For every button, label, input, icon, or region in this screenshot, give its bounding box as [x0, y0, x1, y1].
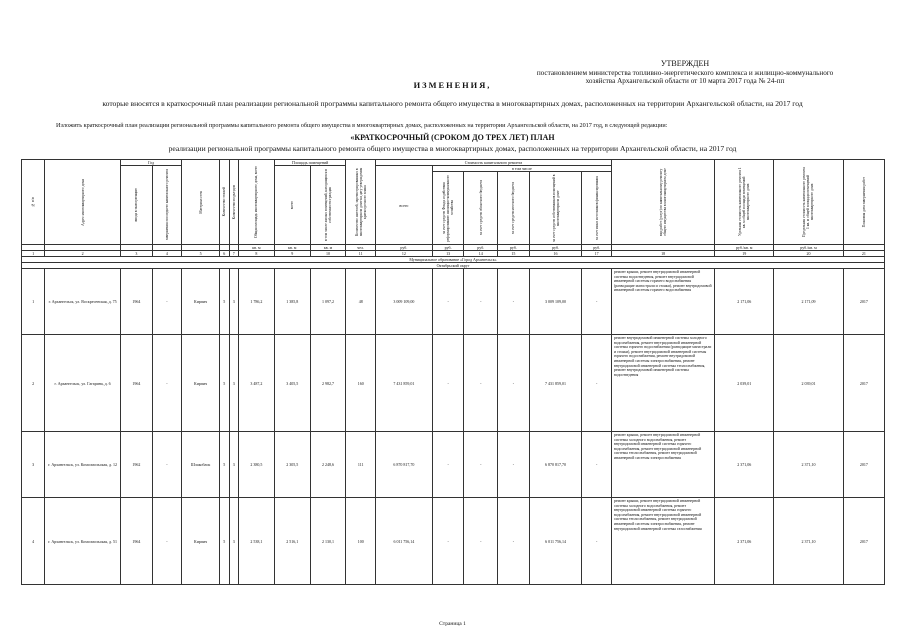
- cell-owners: 6 870 817,70: [529, 432, 582, 498]
- unit-cell: руб./кв. м: [774, 245, 844, 251]
- unit-cell: чел.: [346, 245, 376, 251]
- column-number-cell: 21: [843, 251, 884, 257]
- header-residents: Количество жителей, зарегистрированных в многоквартирном доме на дату утверждения краткосрочного плана: [354, 167, 367, 237]
- header-limit-cost: Предельная стоимость капитального ремонта 1 кв. м общей площади помещений многоквартирного дома: [802, 167, 815, 237]
- cell-total: 2 538,1: [239, 498, 275, 585]
- cell-living: 2 248,6: [310, 432, 346, 498]
- cell-unit: 2 171,06: [715, 269, 774, 335]
- header-cost-total: всего: [375, 166, 432, 245]
- table-row: [22, 498, 885, 585]
- plan-table: [21, 159, 885, 585]
- approval-heading: УТВЕРЖДЕН: [660, 59, 710, 68]
- unit-cell: кв. м: [274, 245, 310, 251]
- column-number-cell: 3: [121, 251, 153, 257]
- cell-n: 2: [22, 335, 45, 432]
- column-number-cell: 18: [611, 251, 714, 257]
- cell-region: -: [464, 432, 498, 498]
- plan-title: «КРАТКОСРОЧНЫЙ (СРОКОМ ДО ТРЕХ ЛЕТ) ПЛАН: [350, 133, 555, 142]
- header-cost-fund: за счет средств Фонда содействия реформированию жилищно-коммунального хозяйства: [442, 174, 455, 242]
- cell-date: 2017: [843, 498, 884, 585]
- cell-works: ремонт крыши, ремонт внутридомовой инженерной системы холодного водоснабжения, ремонт внутридомовой инженерной системы горячего водоснабжения, ремонт внутридомовой инженерной системы теплоснабжения, ремонт внутридомовой инженерной системы электроснабжения: [611, 432, 714, 498]
- cell-people: 48: [346, 269, 376, 335]
- cell-floors: 5: [220, 335, 229, 432]
- header-year-built: ввода в эксплуатацию: [134, 188, 139, 222]
- column-number-cell: 19: [715, 251, 774, 257]
- column-number-cell: 6: [220, 251, 229, 257]
- cell-unit: 2 371,06: [715, 432, 774, 498]
- cell-works: ремонт внутридомовой инженерной системы холодного водоснабжения, ремонт внутридомовой инженерной системы горячего водоснабжения (разводящие магистрали и стояки), ремонт внутридомовой инженерной системы горячего водоснабжения, ремонт внутридомовой инженерной системы электроснабжения, ремонт внутридомовой инженерной системы теплоснабжения, ремонт внутридомовой инженерной системы водоотведения: [611, 335, 714, 432]
- table-row: [22, 335, 885, 432]
- column-number-cell: 20: [774, 251, 844, 257]
- cell-region: -: [464, 269, 498, 335]
- cell-last: -: [152, 269, 182, 335]
- cell-address: г. Архангельск, ул. Гагарина, д. 6: [45, 335, 121, 432]
- cell-address: г. Архангельск, ул. Воскресенская, д. 75: [45, 269, 121, 335]
- cell-other: -: [582, 335, 612, 432]
- column-number-cell: 12: [375, 251, 432, 257]
- cell-fund: -: [432, 269, 464, 335]
- cell-region: -: [464, 498, 498, 585]
- cell-cost: 7 431 859,01: [375, 335, 432, 432]
- column-number-cell: 9: [274, 251, 310, 257]
- cell-cost: 3 009 109,00: [375, 269, 432, 335]
- cell-works: ремонт крыши, ремонт внутридомовой инженерной системы холодного водоснабжения, ремонт внутридомовой инженерной системы горячего водоснабжения, ремонт внутридомовой инженерной системы теплоснабжения, ремонт внутридомовой инженерной системы электроснабжения, ремонт внутридомовой инженерной системы газоснабжения: [611, 498, 714, 585]
- header-num: № п/п: [31, 197, 36, 207]
- unit-cell: руб.: [464, 245, 498, 251]
- unit-cell: руб.: [375, 245, 432, 251]
- changes-title: ИЗМЕНЕНИЯ,: [413, 81, 492, 90]
- cell-cost: 6 011 756,14: [375, 498, 432, 585]
- cell-floors: 5: [220, 269, 229, 335]
- column-number-cell: 14: [464, 251, 498, 257]
- cell-cost: 6 870 817,70: [375, 432, 432, 498]
- header-cost-local: за счет средств местного бюджета: [511, 181, 516, 235]
- header-entrances: Количество подъездов: [231, 184, 236, 220]
- unit-cell: руб./кв. м: [715, 245, 774, 251]
- cell-total: 2 380,5: [239, 432, 275, 498]
- cell-works: ремонт крыши, ремонт внутридомовой инженерной системы водоотведения, ремонт внутридомовой инженерной системы горячего водоснабжения (разводящие магистрали и стояки), ремонт внутридомовой инженерной системы горячего водоснабжения: [611, 269, 714, 335]
- cell-total: 3 487,2: [239, 335, 275, 432]
- cell-entr: 3: [229, 269, 238, 335]
- cell-built: 1964: [121, 335, 153, 432]
- header-plan-date: Плановая дата завершения работ: [861, 176, 866, 228]
- cell-limit: 2 371,10: [774, 432, 844, 498]
- page-footer: Страница 1: [439, 621, 466, 627]
- header-wall: Материал стен: [198, 190, 203, 214]
- cell-n: 3: [22, 432, 45, 498]
- cell-last: -: [152, 335, 182, 432]
- municipality-label: Муниципальное образование «Город Архангельск»: [22, 257, 885, 263]
- cell-limit: 2 039,01: [774, 335, 844, 432]
- cell-fund: -: [432, 335, 464, 432]
- cell-local: -: [498, 498, 530, 585]
- unit-cell: руб.: [582, 245, 612, 251]
- header-cost-region: за счет средств областного бюджета: [478, 180, 483, 236]
- approval-line-2: постановлением министерства топливно-энергетического комплекса и жилищно-коммунального: [536, 68, 834, 77]
- column-number-cell: 17: [582, 251, 612, 257]
- cell-living: 2 982,7: [310, 335, 346, 432]
- cell-built: 1962: [121, 432, 153, 498]
- cell-floors: 5: [220, 432, 229, 498]
- cell-unit: 2 371,06: [715, 498, 774, 585]
- header-group-incl: в том числе: [432, 166, 611, 172]
- cell-address: г. Архангельск, ул. Комсомольская, д. 12: [45, 432, 121, 498]
- header-group-year: Год: [121, 160, 182, 166]
- header-address: Адрес многоквартирного дома: [80, 178, 85, 226]
- unit-cell: руб.: [529, 245, 582, 251]
- intro-text: Изложить краткосрочный план реализации региональной программы капитального ремонта общего имущества в многоквартирных домах, расположенных на территории Архангельской области, на 2017 год, в следующей редакции:: [56, 122, 668, 129]
- cell-area: 1 385,8: [274, 269, 310, 335]
- table-row: [22, 432, 885, 498]
- cell-local: -: [498, 335, 530, 432]
- cell-limit: 2 171,09: [774, 269, 844, 335]
- header-area-living: в том числе жилых помещений, находящихся в собственности граждан: [324, 169, 333, 241]
- column-number-cell: 13: [432, 251, 464, 257]
- cell-area: 2 516,1: [274, 498, 310, 585]
- unit-cell: кв. м: [239, 245, 275, 251]
- cell-entr: 3: [229, 498, 238, 585]
- cell-built: 1964: [121, 269, 153, 335]
- table-row: [22, 269, 885, 335]
- header-area-all: всего: [290, 200, 295, 210]
- column-number-cell: 10: [310, 251, 346, 257]
- cell-other: -: [582, 498, 612, 585]
- column-number-cell: 4: [152, 251, 182, 257]
- cell-other: -: [582, 432, 612, 498]
- cell-wall: Кирпич: [182, 269, 220, 335]
- header-group-area: Площадь помещений: [274, 160, 346, 166]
- cell-other: -: [582, 269, 612, 335]
- cell-address: г. Архангельск, ул. Комсомольская, д. 51: [45, 498, 121, 585]
- cell-living: 1 097,2: [310, 269, 346, 335]
- cell-local: -: [498, 269, 530, 335]
- cell-entr: 3: [229, 432, 238, 498]
- column-number-cell: 8: [239, 251, 275, 257]
- header-year-last: завершения последнего капитального ремонта: [164, 169, 169, 241]
- header-works: вид работ (услуг) по капитальному ремонту общего имущества в многоквартирном доме: [659, 168, 668, 236]
- cell-date: 2017: [843, 269, 884, 335]
- header-cost-owners: за счет средств собственников помещений в многоквартирном доме: [551, 174, 560, 242]
- cell-living: 2 130,1: [310, 498, 346, 585]
- cell-wall: Кирпич: [182, 498, 220, 585]
- column-number-cell: 7: [229, 251, 238, 257]
- cell-region: -: [464, 335, 498, 432]
- column-number-cell: 1: [22, 251, 45, 257]
- unit-cell: руб.: [432, 245, 464, 251]
- cell-limit: 2 371,10: [774, 498, 844, 585]
- cell-n: 1: [22, 269, 45, 335]
- cell-local: -: [498, 432, 530, 498]
- unit-cell: руб.: [498, 245, 530, 251]
- column-number-cell: 11: [346, 251, 376, 257]
- cell-unit: 2 039,01: [715, 335, 774, 432]
- column-number-cell: 2: [45, 251, 121, 257]
- cell-people: 111: [346, 432, 376, 498]
- cell-built: 1964: [121, 498, 153, 585]
- cell-owners: 6 011 756,14: [529, 498, 582, 585]
- changes-subtitle: которые вносятся в краткосрочный план реализации региональной программы капитального ремонта общего имущества в многоквартирных домах, расположенных на территории Архангельской области, на 2017 год: [102, 99, 803, 108]
- header-unit-cost: Удельная стоимость капитального ремонта 1 кв. м общей площади помещений многоквартирного дома: [738, 167, 751, 237]
- cell-fund: -: [432, 432, 464, 498]
- unit-cell: кв. м: [310, 245, 346, 251]
- header-floors: Количество этажей: [222, 187, 227, 217]
- cell-date: 2017: [843, 432, 884, 498]
- header-total-area: Общая площадь многоквартирного дома, всего: [254, 166, 259, 238]
- table-body: [22, 269, 885, 585]
- cell-owners: 7 431 859,01: [529, 335, 582, 432]
- district-label: Октябрьский округ: [22, 263, 885, 269]
- cell-last: -: [152, 432, 182, 498]
- cell-wall: Кирпич: [182, 335, 220, 432]
- cell-fund: -: [432, 498, 464, 585]
- cell-area: 2 305,5: [274, 432, 310, 498]
- header-cost-other: за счет иных источников финансирования: [594, 175, 599, 241]
- cell-last: -: [152, 498, 182, 585]
- approval-line-3: хозяйства Архангельской области от 10 марта 2017 года № 24-пп: [585, 77, 785, 86]
- column-number-cell: 15: [498, 251, 530, 257]
- cell-total: 1 786,2: [239, 269, 275, 335]
- cell-date: 2017: [843, 335, 884, 432]
- column-number-cell: 5: [182, 251, 220, 257]
- cell-floors: 5: [220, 498, 229, 585]
- cell-people: 160: [346, 335, 376, 432]
- cell-owners: 3 009 109,00: [529, 269, 582, 335]
- cell-n: 4: [22, 498, 45, 585]
- cell-people: 100: [346, 498, 376, 585]
- header-group-cost: Стоимость капитального ремонта: [375, 160, 611, 166]
- plan-subtitle: реализации региональной программы капитального ремонта общего имущества в многоквартирных домах, расположенных на территории Архангельской области, на 2017 год: [168, 144, 737, 153]
- column-number-cell: 16: [529, 251, 582, 257]
- cell-entr: 3: [229, 335, 238, 432]
- cell-wall: Шлакоблок: [182, 432, 220, 498]
- cell-area: 3 405,5: [274, 335, 310, 432]
